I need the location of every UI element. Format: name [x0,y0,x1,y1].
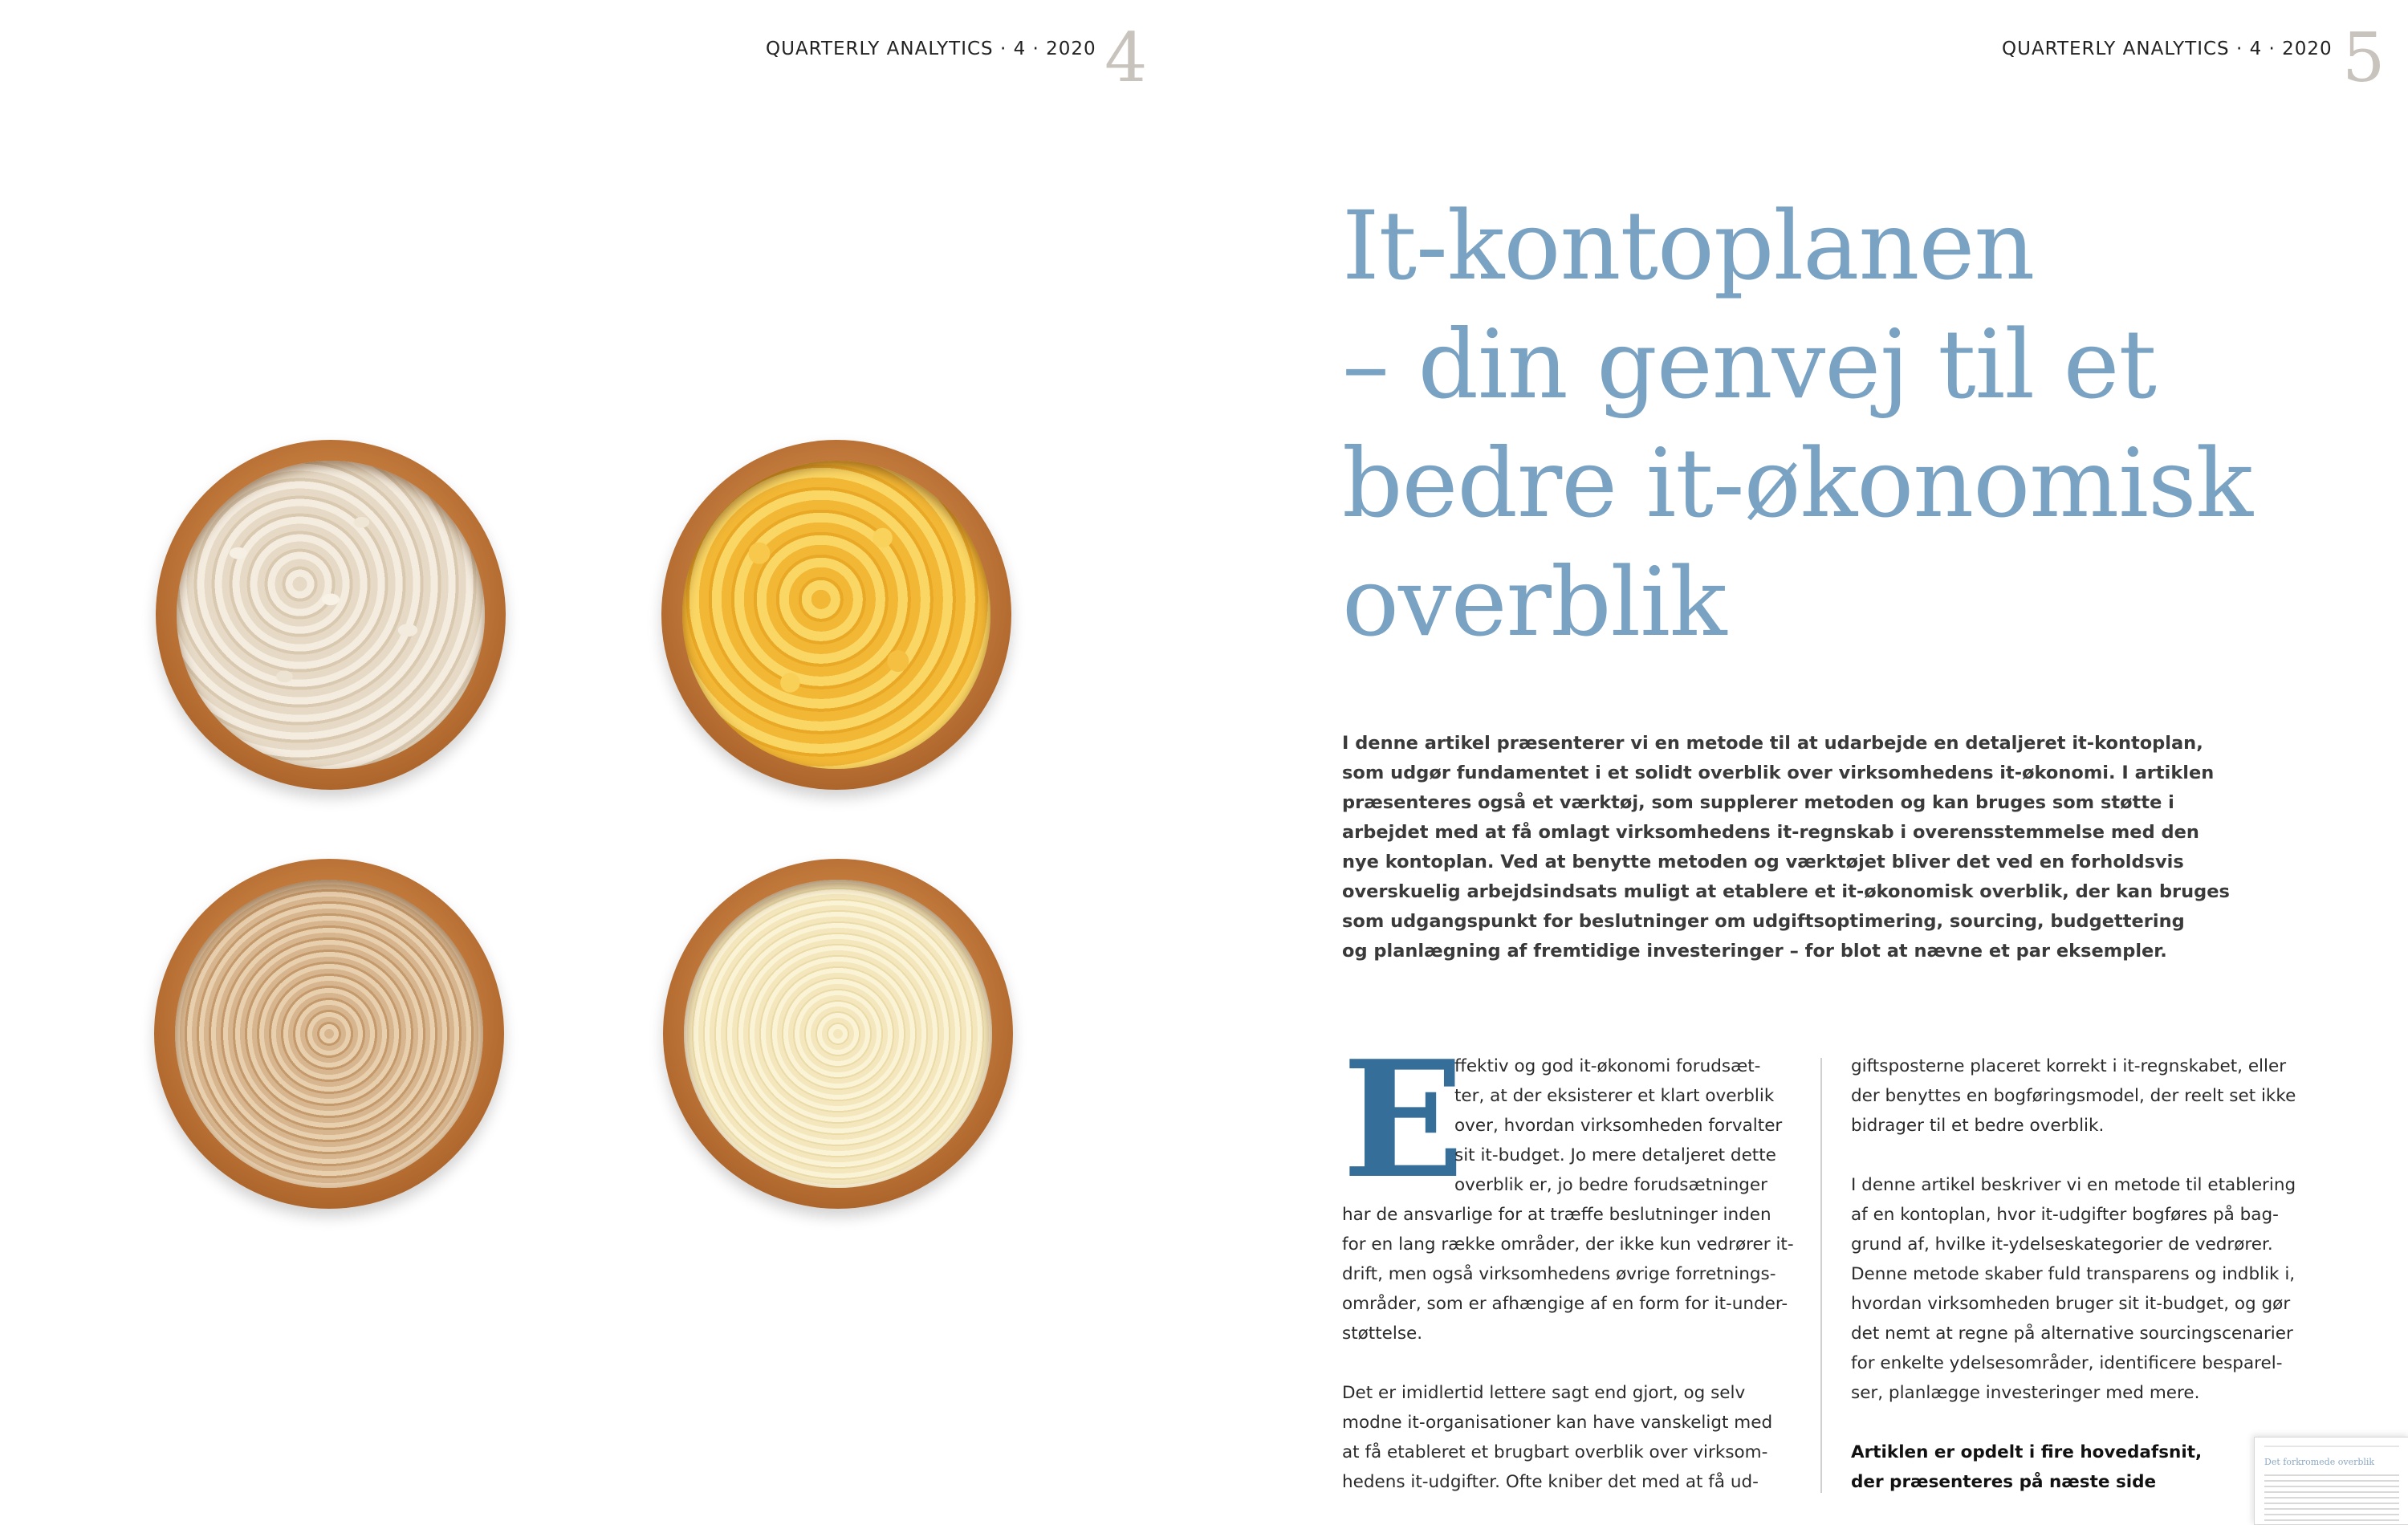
left-page [0,0,1204,1523]
body-column-right [1851,1051,2313,1497]
section-teaser: der præsenteres på næste side [1851,1472,2157,1492]
thumbnail-title: Det forkromede overblik [2264,1457,2375,1467]
grain-flakes-bowl-image [663,859,1013,1209]
body-line: hvordan virksomheden bruger sit it-budget, og gør [1851,1294,2291,1314]
body-line: har de ansvarlige for at træffe beslutninger inden [1342,1205,1771,1225]
section-teaser: Artiklen er opdelt i fire hovedafsnit, [1851,1442,2203,1462]
body-line: ffektiv og god it-økonomi forudsæt- [1454,1056,1761,1076]
body-column-left [1342,1051,1792,1497]
title-line: bedre it-økonomisk [1342,428,2252,539]
body-line: af en kontoplan, hvor it-udgifter bogføres på bag- [1851,1205,2279,1225]
lead-line: I denne artikel præsenterer vi en metode til at udarbejde en detaljeret it-kontoplan, [1342,733,2203,754]
title-line: overblik [1342,547,1727,657]
body-line: at få etableret et brugbart overblik over virksom- [1342,1442,1768,1462]
lead-line: som udgør fundamentet i et solidt overblik over virksomhedens it-økonomi. I artiklen [1342,762,2215,783]
next-page-thumbnail[interactable] [2254,1437,2408,1525]
article-title [1342,186,2252,661]
body-line: for enkelte ydelsesområder, identificere besparel- [1851,1353,2283,1373]
body-line: der benyttes en bogføringsmodel, der reelt set ikke [1851,1086,2296,1106]
running-head-left: QUARTERLY ANALYTICS · 4 · 2020 [766,39,1096,59]
page-number-left: 4 [1104,18,1148,97]
lead-line: arbejdet med at få omlagt virksomhedens it-regnskab i overensstemmelse med den [1342,822,2199,843]
lead-line: præsenteres også et værktøj, som supplerer metoden og kan bruges som støtte i [1342,792,2174,813]
body-line: Det er imidlertid lettere sagt end gjort, og selv [1342,1383,1746,1403]
body-line: overblik er, jo bedre forudsætninger [1454,1175,1767,1195]
wheat-flakes-bowl-image [154,859,504,1209]
lead-line: som udgangspunkt for beslutninger om udgiftsoptimering, sourcing, budgettering [1342,911,2185,932]
right-page [1204,0,2408,1523]
body-line: støttelse. [1342,1324,1423,1344]
thumbnail-header-rule [2264,1446,2399,1447]
lead-line: overskuelig arbejdsindsats muligt at etablere et it-økonomisk overblik, der kan bruges [1342,881,2230,902]
lead-line: nye kontoplan. Ved at benytte metoden og værktøjet bliver det ved en forholdsvis [1342,852,2184,872]
body-line: for en lang række områder, der ikke kun vedrører it- [1342,1234,1794,1255]
page-number-right: 5 [2342,18,2386,97]
body-line: drift, men også virksomhedens øvrige forretnings- [1342,1264,1776,1284]
oats-bowl-image [156,440,506,790]
body-line: hedens it-udgifter. Ofte kniber det med at få ud- [1342,1472,1759,1492]
column-divider [1820,1058,1822,1493]
body-line: det nemt at regne på alternative sourcingscenarier [1851,1324,2293,1344]
body-line: områder, som er afhængige af en form for it-under- [1342,1294,1788,1314]
title-line: – din genvej til et [1342,309,2156,420]
body-line: ter, at der eksisterer et klart overblik [1454,1086,1775,1106]
body-line: I denne artikel beskriver vi en metode til etablering [1851,1175,2296,1195]
body-line: sit it-budget. Jo mere detaljeret dette [1454,1145,1776,1165]
lead-line: og planlægning af fremtidige investeringer – for blot at nævne et par eksempler. [1342,941,2167,962]
body-line: ser, planlægge investeringer med mere. [1851,1383,2200,1403]
article-lead [1342,729,2230,966]
body-line: giftsposterne placeret korrekt i it-regnskabet, eller [1851,1056,2287,1076]
thumbnail-text-lines [2264,1474,2399,1523]
body-line: Denne metode skaber fuld transparens og indblik i, [1851,1264,2296,1284]
body-line: modne it-organisationer kan have vanskeligt med [1342,1413,1773,1433]
body-line: bidrager til et bedre overblik. [1851,1116,2105,1136]
drop-cap: E [1342,1026,1465,1214]
body-line: grund af, hvilke it-ydelseskategorier de vedrører. [1851,1234,2273,1255]
body-line: over, hvordan virksomheden forvalter [1454,1116,1783,1136]
title-line: It-kontoplanen [1342,190,2035,301]
corn-flakes-bowl-image [661,440,1011,790]
running-head-right: QUARTERLY ANALYTICS · 4 · 2020 [2002,39,2333,59]
